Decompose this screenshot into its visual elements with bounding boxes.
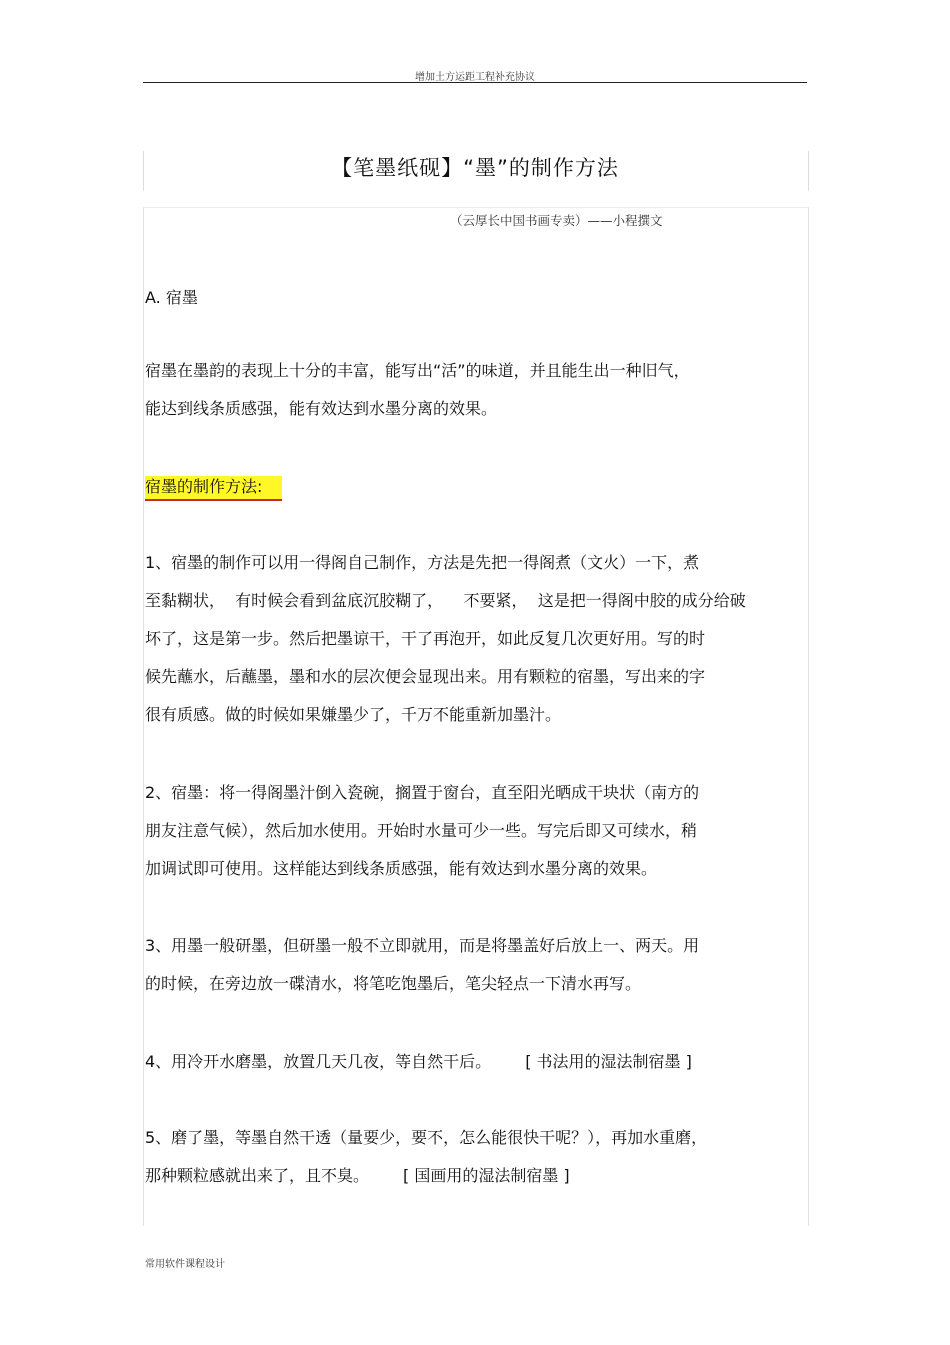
paragraph-line: 候先蘸水，后蘸墨，墨和水的层次便会显现出来。用有颗粒的宿墨，写出来的字 <box>145 667 706 686</box>
page-footer-text: 常用软件课程设计 <box>145 1259 225 1270</box>
paragraph-line: 坏了，这是第一步。然后把墨谅干，干了再泡开，如此反复几次更好用。写的时 <box>145 629 706 648</box>
method-heading-highlight: 宿墨的制作方法: <box>145 476 282 501</box>
paragraph-line: 那种颗粒感就出来了，且不臭。 <box>145 1166 370 1185</box>
list-item <box>145 1043 800 1081</box>
byline: （云厚长中国书画专卖）——小程撰文 <box>450 213 663 228</box>
page-header-text: 增加土方运距工程补充协议 <box>415 72 535 83</box>
paragraph-line: 2、宿墨：将一得阁墨汁倒入瓷碗，搁置于窗台，直至阳光晒成干块状（南方的 <box>145 783 700 802</box>
paragraph-line: 能达到线条质感强，能有效达到水墨分离的效果。 <box>145 399 498 418</box>
paragraph-line: 宿墨在墨韵的表现上十分的丰富，能写出“活”的味道，并且能生出一种旧气， <box>145 361 690 380</box>
header-rule <box>143 82 807 83</box>
bracket-note: [ 书法用的湿法制宿墨 ] <box>525 1052 692 1071</box>
paragraph-line: 1、宿墨的制作可以用一得阁自己制作，方法是先把一得阁煮（文火）一下，煮 <box>145 553 700 572</box>
paragraph-line: 3、用墨一般研墨，但研墨一般不立即就用，而是将墨盖好后放上一、两天。用 <box>145 936 700 955</box>
paragraph-line: 加调试即可使用。这样能达到线条质感强，能有效达到水墨分离的效果。 <box>145 859 658 878</box>
section-heading-a: A. 宿墨 <box>145 288 198 307</box>
paragraph-line: 5、磨了墨，等墨自然干透（量要少，要不，怎么能很快干呢？），再加水重磨， <box>145 1128 708 1147</box>
paragraph-line: 朋友注意气候），然后加水使用。开始时水量可少一些。写完后即又可续水，稍 <box>145 821 698 840</box>
paragraph-line: 至黏糊状， 有时候会看到盆底沉胶糊了， 不要紧， 这是把一得阁中胶的成分给破 <box>145 591 746 610</box>
list-item <box>145 1119 800 1195</box>
paragraph-line: 很有质感。做的时候如果嫌墨少了，千万不能重新加墨汁。 <box>145 705 562 724</box>
paragraph-line: 的时候，在旁边放一碟清水，将笔吃饱墨后，笔尖轻点一下清水再写。 <box>145 974 642 993</box>
paragraph-line: 4、用冷开水磨墨，放置几天几夜，等自然干后。 <box>145 1052 492 1071</box>
list-item <box>145 927 800 1003</box>
list-item <box>145 544 800 734</box>
intro-paragraph <box>145 352 800 428</box>
document-title: 【笔墨纸砚】“墨”的制作方法 <box>331 156 619 180</box>
list-item <box>145 774 800 888</box>
bracket-note: [ 国画用的湿法制宿墨 ] <box>403 1166 570 1185</box>
